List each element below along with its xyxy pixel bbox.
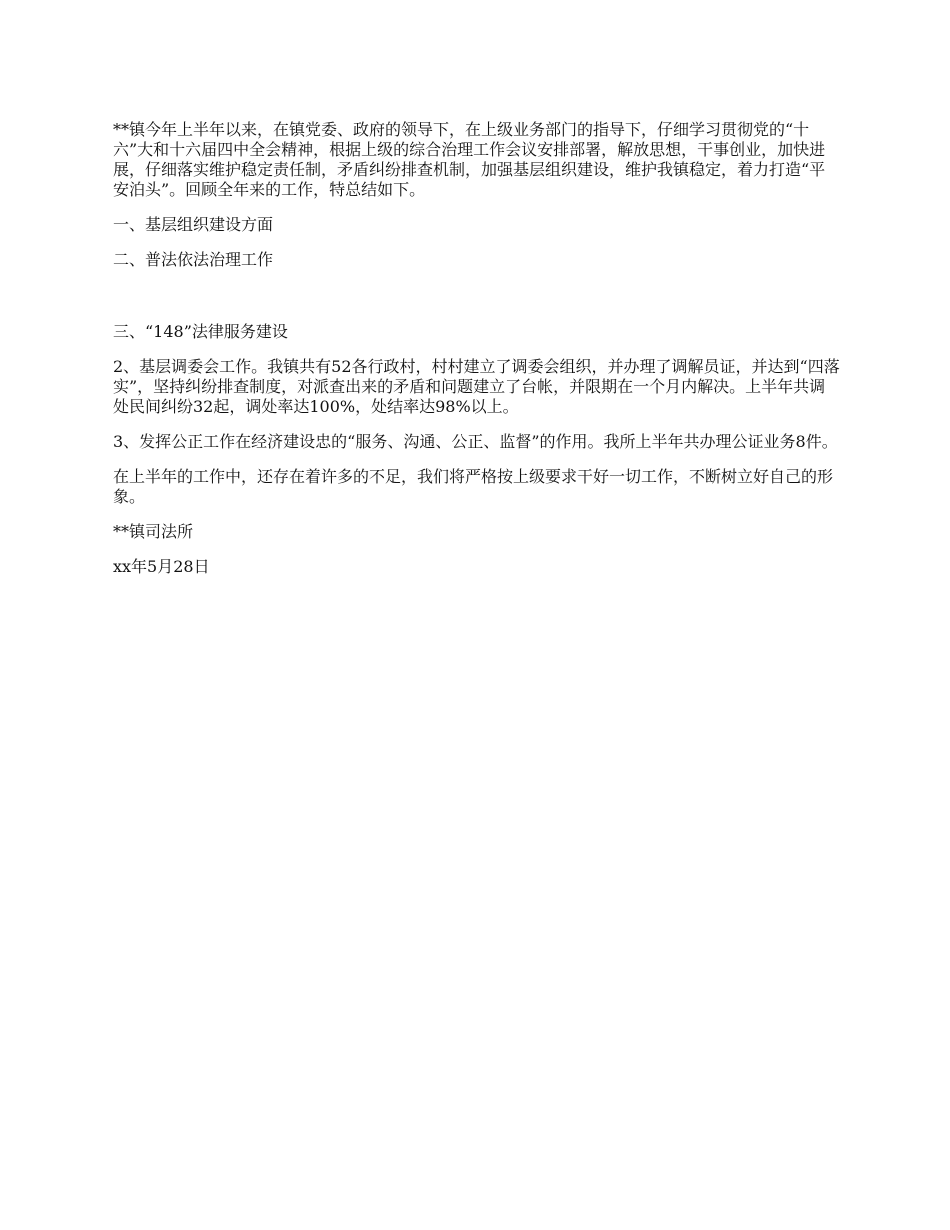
- section-heading-3: 三、“148”法律服务建设: [113, 322, 288, 341]
- intro-paragraph: **镇今年上半年以来，在镇党委、政府的领导下，在上级业务部门的指导下，仔细学习贯彻党的“十六”大和十六届四中全会精神，根据上级的综合治理工作会议安排部署，解放思想，干事创业，加快进展，仔细落实维护稳定责任制，矛盾纠纷排查机制，加强基层组织建设，维护我镇稳定，着力打造“平安泊头”。回顾全年来的工作，特总结如下。: [113, 120, 826, 199]
- paragraph-shortcomings: 在上半年的工作中，还存在着许多的不足，我们将严格按上级要求干好一切工作，不断树立好自己的形象。: [113, 467, 834, 506]
- document-page: [113, 120, 841, 592]
- signature-office: **镇司法所: [113, 522, 194, 541]
- paragraph-mediation-work: 2、基层调委会工作。我镇共有52各行政村，村村建立了调委会组织，并办理了调解员证，并达到“四落实”，坚持纠纷排查制度，对派查出来的矛盾和问题建立了台帐，并限期在一个月内解决。上半年共调处民间纠纷32起，调处率达100%，处结率达98%以上。: [113, 357, 840, 416]
- blank-gap: [113, 285, 841, 322]
- section-heading-2: 二、普法依法治理工作: [113, 250, 274, 269]
- paragraph-notary-work: 3、发挥公正工作在经济建设忠的“服务、沟通、公正、监督”的作用。我所上半年共办理公证业务8件。: [113, 432, 838, 451]
- signature-date: xx年5月28日: [113, 557, 210, 576]
- section-heading-1: 一、基层组织建设方面: [113, 215, 274, 234]
